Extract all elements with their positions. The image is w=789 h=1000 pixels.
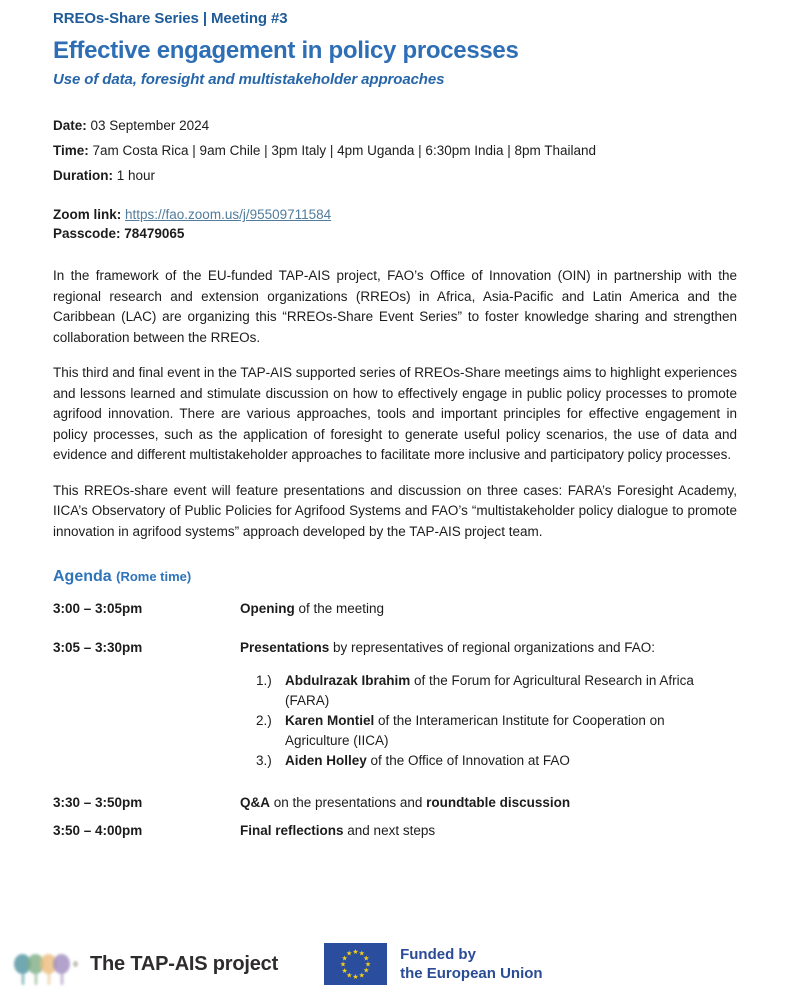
- eu-flag-icon: [324, 943, 387, 985]
- series-label: RREOs-Share Series | Meeting #3: [53, 10, 288, 27]
- svg-text:★: ★: [346, 971, 353, 980]
- tapais-project-label: The TAP-AIS project: [90, 952, 279, 975]
- list-item: [256, 671, 721, 711]
- logo-blob-purple: [53, 954, 70, 974]
- speaker-text: [285, 751, 721, 771]
- agenda-desc-text: by representatives of regional organizations and FAO:: [329, 640, 655, 655]
- zoom-link-line: [53, 205, 737, 224]
- speaker-text: [285, 671, 721, 711]
- date-value: 03 September 2024: [86, 118, 210, 133]
- duration-line: [53, 163, 737, 188]
- duration-label: Duration:: [53, 168, 113, 183]
- svg-text:★: ★: [364, 960, 372, 969]
- svg-text:★: ★: [358, 971, 366, 980]
- eu-funding-label: [400, 945, 543, 983]
- agenda-description: [240, 793, 737, 813]
- speaker-name: Karen Montiel: [285, 713, 375, 728]
- passcode-value: 78479065: [120, 226, 185, 241]
- list-item: [256, 751, 721, 771]
- agenda-desc-bold: Opening: [240, 601, 295, 616]
- agenda-desc-bold: roundtable discussion: [426, 795, 571, 810]
- eu-funding-block: [324, 943, 543, 985]
- footer: [12, 936, 749, 992]
- cases-paragraph: This RREOs-share event will feature presentations and discussion on three cases: FARA’s Foresight Academy, IICA’s Observatory of Public Policies for Agrifood Systems and FAO’s “multistakeholder policy dialogue to promote innovation in agrifood systems” approach developed by the TAP-AIS project team.: [53, 482, 737, 539]
- eu-funding-line1: Funded by: [400, 946, 476, 963]
- agenda-time: 3:50 – 4:00pm: [53, 823, 143, 838]
- agenda-time: 3:30 – 3:50pm: [53, 795, 143, 810]
- page-title: Effective engagement in policy processes: [53, 37, 519, 64]
- agenda-time: 3:00 – 3:05pm: [53, 601, 143, 616]
- agenda-desc-bold: Presentations: [240, 640, 330, 655]
- zoom-link-label: Zoom link:: [53, 207, 122, 222]
- agenda-desc-bold: Q&A: [240, 795, 270, 810]
- agenda-description: [240, 599, 737, 619]
- agenda-row-qa: [53, 793, 737, 813]
- date-label: Date:: [53, 118, 87, 133]
- duration-value: 1 hour: [113, 168, 156, 183]
- speaker-number: 3.): [256, 753, 272, 768]
- speaker-affiliation: of the Interamerican Institute for Cooperation on Agriculture (IICA): [285, 713, 665, 748]
- eu-funding-line2: the European Union: [400, 965, 543, 982]
- agenda-heading: [53, 568, 737, 586]
- svg-text:★: ★: [341, 954, 348, 963]
- svg-text:★: ★: [352, 948, 359, 956]
- svg-text:★: ★: [341, 966, 348, 975]
- speaker-affiliation: of the Office of Innovation at FAO: [366, 753, 570, 768]
- svg-text:★: ★: [358, 949, 366, 958]
- passcode-line: [53, 224, 737, 243]
- event-description-paragraph: This third and final event in the TAP-AIS supported series of RREOs-Share meetings aims to highlight experiences and lessons learned and stimulate discussion on how to effectively engage in public policy processes to promote agrifood innovation. There are various approaches, tools and important principles for effective engagement in policy processes, such as the application of foresight to generate useful policy scenarios, the use of data and evidence and different multistakeholder approaches to facilitate more inclusive and participatory policy processes.: [53, 365, 737, 462]
- agenda-desc-bold: Final reflections: [240, 823, 344, 838]
- time-label: Time:: [53, 143, 89, 158]
- svg-text:★: ★: [346, 949, 353, 958]
- tapais-logo-icon: [12, 936, 78, 992]
- speaker-name: Abdulrazak Ibrahim: [285, 673, 411, 688]
- event-info: [53, 113, 737, 188]
- agenda-time: 3:05 – 3:30pm: [53, 640, 143, 655]
- time-line: [53, 138, 737, 163]
- zoom-details: [53, 205, 737, 243]
- agenda-desc-text: of the meeting: [294, 601, 385, 616]
- svg-text:★: ★: [339, 960, 347, 969]
- date-line: [53, 113, 737, 138]
- svg-text:★: ★: [363, 966, 370, 975]
- agenda-row-presentations: [53, 638, 737, 658]
- agenda-desc-text: on the presentations and: [270, 795, 427, 810]
- agenda-description: [240, 638, 737, 658]
- agenda-title: Agenda: [53, 568, 112, 585]
- logo-dot: [73, 961, 78, 967]
- agenda-row-opening: [53, 599, 737, 619]
- intro-paragraph: In the framework of the EU-funded TAP-AIS project, FAO’s Office of Innovation (OIN) in partnership with the regional research and extension organizations (RREOs) in Africa, Asia-Pacific and Latin America and the Caribbean (LAC) are organizing this “RREOs-Share Event Series” to foster knowledge sharing and strengthen collaboration between the RREOs.: [53, 268, 737, 345]
- speaker-affiliation: of the Forum for Agricultural Research in Africa (FARA): [285, 673, 694, 708]
- agenda-row-final: [53, 821, 737, 841]
- agenda-description: [240, 821, 737, 841]
- speakers-list: [256, 671, 737, 771]
- speaker-text: [285, 711, 721, 751]
- agenda-timezone-note: (Rome time): [116, 569, 192, 584]
- svg-text:★: ★: [352, 973, 359, 981]
- list-item: [256, 711, 721, 751]
- speaker-number: 1.): [256, 673, 272, 688]
- zoom-link[interactable]: https://fao.zoom.us/j/95509711584: [125, 207, 332, 222]
- agenda-table: [53, 599, 737, 841]
- svg-text:★: ★: [363, 954, 370, 963]
- time-value: 7am Costa Rica | 9am Chile | 3pm Italy | 4pm Uganda | 6:30pm India | 8pm Thailand: [88, 143, 597, 158]
- page-subtitle: Use of data, foresight and multistakeholder approaches: [53, 71, 445, 88]
- agenda-desc-text: and next steps: [343, 823, 436, 838]
- passcode-label: Passcode:: [53, 226, 121, 241]
- speaker-name: Aiden Holley: [285, 753, 367, 768]
- speaker-number: 2.): [256, 713, 272, 728]
